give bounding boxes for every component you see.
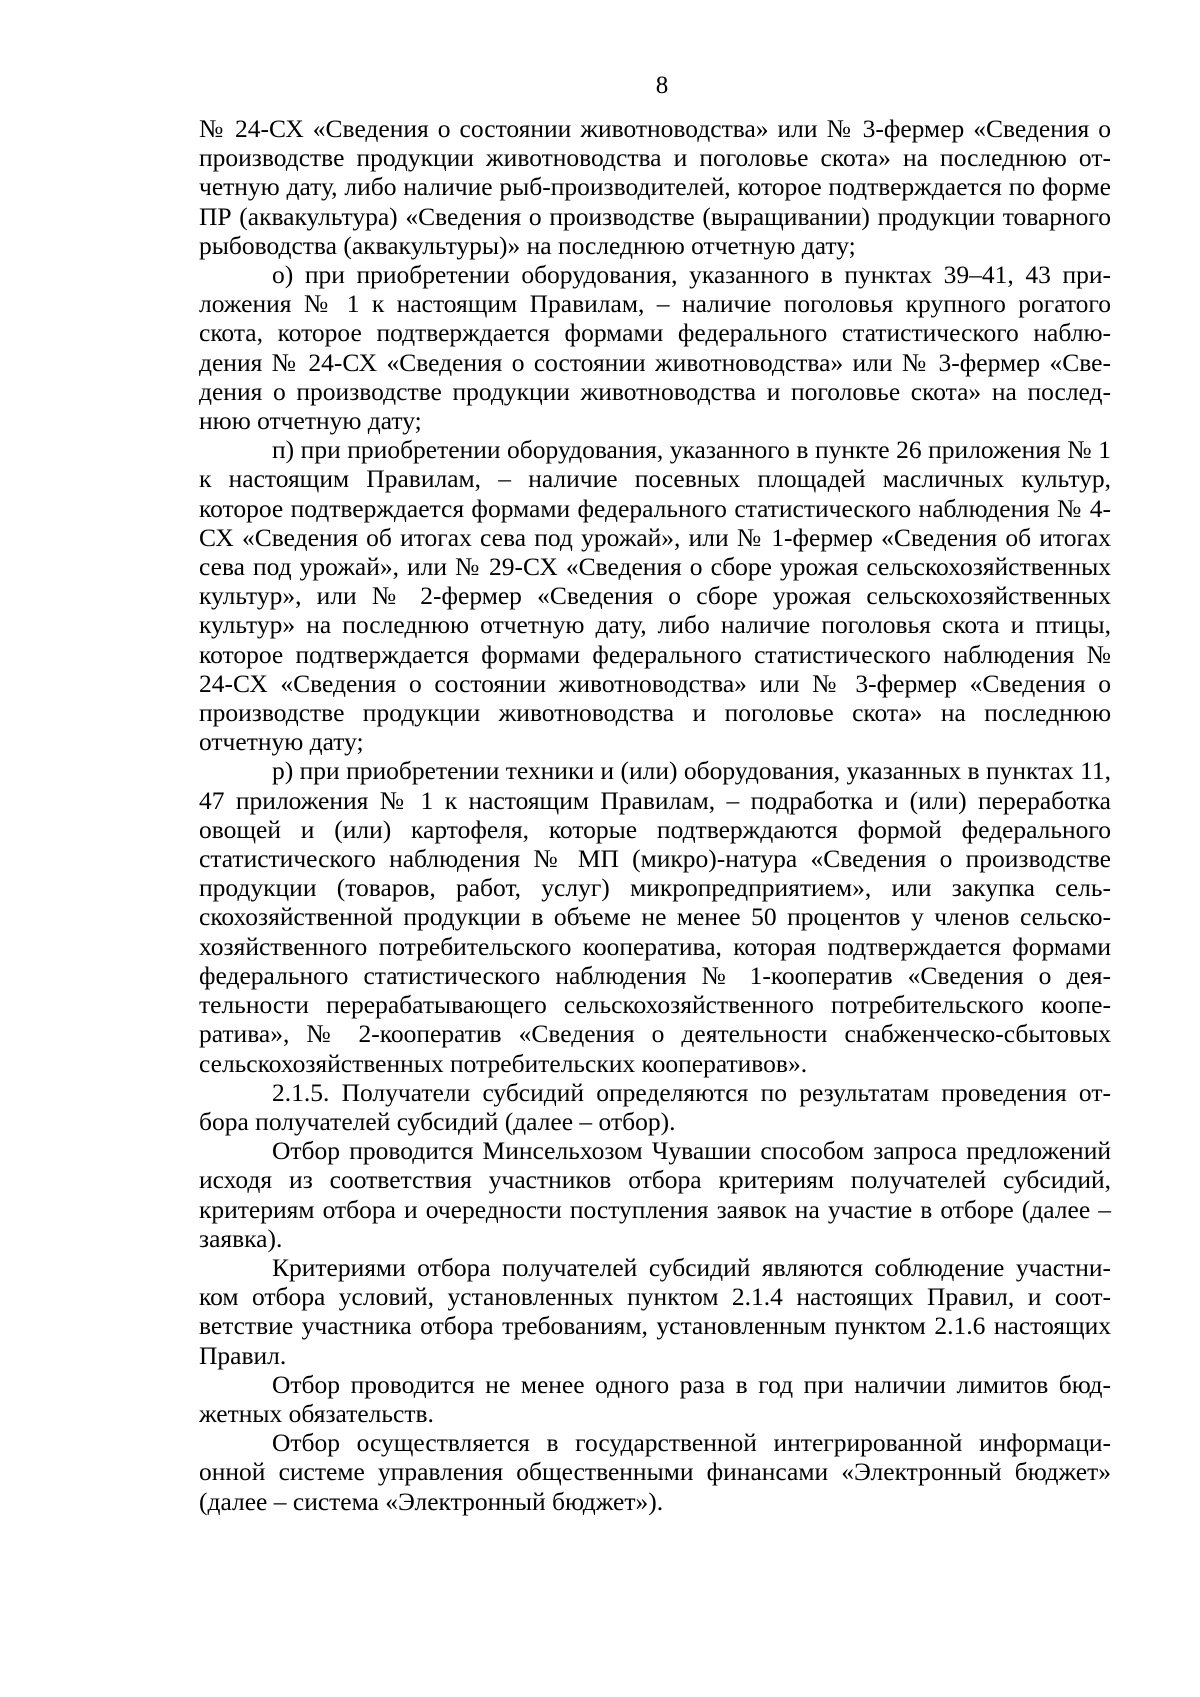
paragraph-item-r: р) при приобретении техники и (или) оборудования, указанных в пунктах 11, 47 приложения № 1 к настоящим Правилам, – подработка и (или) переработка овощей и (или) картофеля, которые подтверждаются формой федерального статистического наблюдения № МП (микро)-натура «Сведения о производстве продукции (товаров, работ, услуг) микропредприятием», или закупка сельскохозяйственной продукции в объеме не менее 50 процентов у членов сельскохозяйственного потребительского кооператива, которая подтверждается формами федерального статистического наблюдения № 1-кооператив «Сведения о деятельности перерабатывающего сельскохозяйственного потребительского кооператива», № 2-кооператив «Сведения о деятельности снабженческо-сбытовых сельскохозяйственных потребительских кооперативов». [199, 756, 1111, 1078]
paragraph-item-o: о) при приобретении оборудования, указанного в пунктах 39–41, 43 приложения № 1 к настоящим Правилам, – наличие поголовья крупного рогатого скота, которое подтверждается формами федерального статистического наблюдения № 24-СХ «Сведения о состоянии животноводства» или № 3-фермер «Сведения о производстве продукции животноводства и поголовье скота» на последнюю отчетную дату; [199, 260, 1111, 436]
paragraph-selection-method: Отбор проводится Минсельхозом Чувашии способом запроса предложений исходя из соответствия участников отбора критериям получателей субсидий, критериям отбора и очередности поступления заявок на участие в отборе (далее – заявка). [199, 1136, 1111, 1253]
paragraph-selection-frequency: Отбор проводится не менее одного раза в год при наличии лимитов бюджетных обязательств. [199, 1369, 1111, 1428]
document-body [199, 114, 1111, 1516]
page-number: 8 [655, 72, 669, 99]
paragraph-selection-criteria: Критериями отбора получателей субсидий являются соблюдение участником отбора условий, установленных пунктом 2.1.4 настоящих Правил, и соответствие участника отбора требованиям, установленным пунктом 2.1.6 настоящих Правил. [199, 1252, 1111, 1370]
paragraph-clause-2-1-5: 2.1.5. Получатели субсидий определяются по результатам проведения отбора получателей субсидий (далее – отбор). [199, 1077, 1111, 1136]
paragraph-selection-system: Отбор осуществляется в государственной интегрированной информационной системе управления общественными финансами «Электронный бюджет» (далее – система «Электронный бюджет»). [199, 1428, 1111, 1516]
paragraph-continuation: № 24-СХ «Сведения о состоянии животноводства» или № 3-фермер «Сведения о производстве продукции животноводства и поголовье скота» на последнюю отчетную дату, либо наличие рыб-производителей, которое подтверждается по форме ПР (аквакультура) «Сведения о производстве (выращивании) продукции товарного рыбоводства (аквакультуры)» на последнюю отчетную дату; [199, 114, 1111, 260]
paragraph-item-p: п) при приобретении оборудования, указанного в пункте 26 приложения № 1 к настоящим Правилам, – наличие посевных площадей масличных культур, которое подтверждается формами федерального статистического наблюдения № 4-СХ «Сведения об итогах сева под урожай», или № 1-фермер «Сведения об итогах сева под урожай», или № 29-СХ «Сведения о сборе урожая сельскохозяйственных культур», или № 2-фермер «Сведения о сборе урожая сельскохозяйственных культур» на последнюю отчетную дату, либо наличие поголовья скота и птицы, которое подтверждается формами федерального статистического наблюдения № 24-СХ «Сведения о состоянии животноводства» или № 3-фермер «Сведения о производстве продукции животноводства и поголовье скота» на последнюю отчетную дату; [199, 435, 1111, 757]
